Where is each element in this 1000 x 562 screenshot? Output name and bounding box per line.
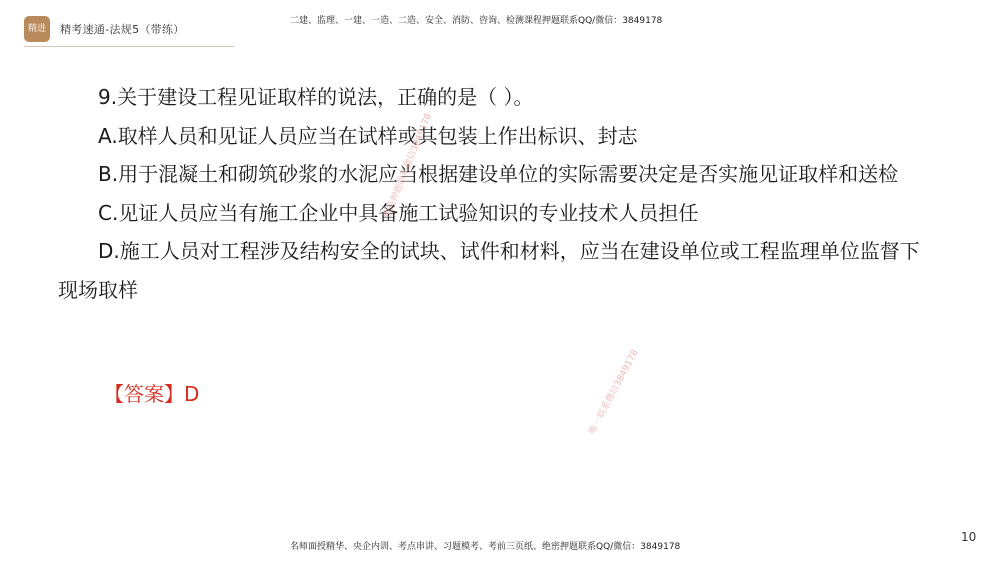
watermark: 唯一联系微信3849178 [587, 348, 641, 437]
option-d: D.施工人员对工程涉及结构安全的试块、试件和材料，应当在建设单位或工程监理单位监督下现场取样 [58, 239, 920, 302]
course-title: 精考速通-法规5（带练） [60, 23, 185, 36]
option-c: C.见证人员应当有施工企业中具备施工试验知识的专业技术人员担任 [98, 200, 699, 225]
brand-logo: 精进 [24, 16, 50, 42]
watermark: 精进押题联系微信3849178 [382, 112, 435, 220]
page-number: 10 [961, 530, 977, 544]
question-block [58, 78, 938, 309]
answer-label: 【答案】D [104, 382, 200, 406]
header-divider [24, 46, 234, 47]
top-notice: 二建、监理、一建、一造、二造、安全、消防、咨询、检测课程押题联系QQ/微信：3849178 [290, 16, 663, 26]
option-a: A.取样人员和见证人员应当在试样或其包装上作出标识、封志 [98, 123, 638, 148]
footer-notice: 名师面授精华、央企内训、考点串讲、习题模考、考前三页纸、绝密押题联系QQ/微信：3849178 [290, 542, 681, 552]
question-stem: 9.关于建设工程见证取样的说法，正确的是（ ）。 [98, 85, 534, 109]
option-b: B.用于混凝土和砌筑砂浆的水泥应当根据建设单位的实际需要决定是否实施见证取样和送检 [98, 162, 899, 186]
